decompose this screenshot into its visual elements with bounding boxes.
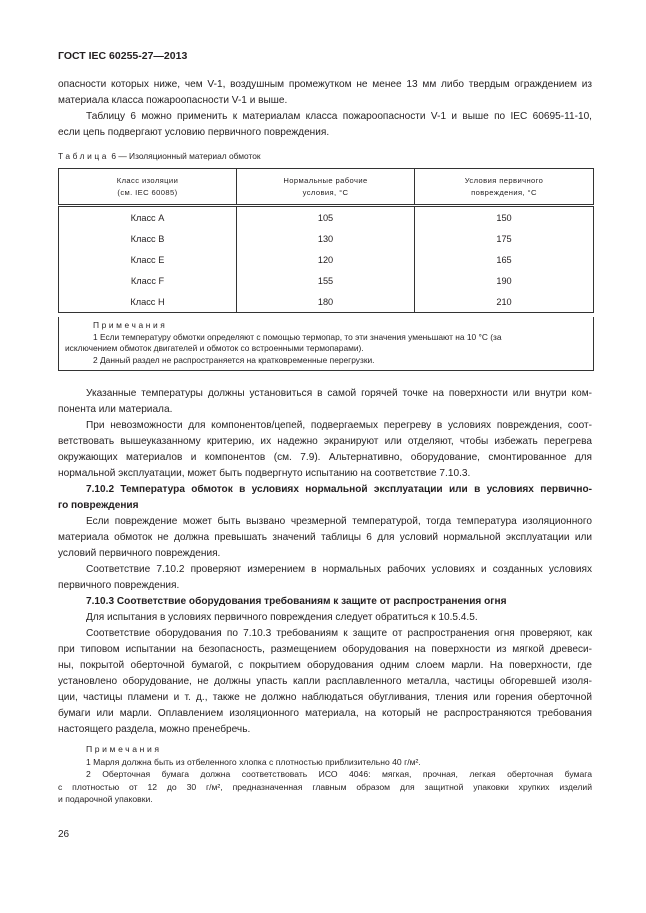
table-row: Класс H 180 210 [59,291,594,313]
notes-block: Примечания 1 Марля должна быть из отбеленного хлопка с плотностью приблизительно 40 г/м². 2 Оберточная бумага должна соответствовать ИСО 4046: мягкая, прочная, легкая оберточная бумага с плотностью от 12 до 30 г/м², предназначенная главным образом для защитной упаковки хрупких изделий и подарочной упаковки. [58,744,592,804]
page-number: 26 [58,829,70,840]
table-caption: Таблица 6 — Изоляционный материал обмоток [58,151,261,161]
document-header: ГОСТ IEC 60255-27—2013 [58,50,188,62]
table-row: Класс F 155 190 [59,270,594,291]
table-row: Класс B 130 175 [59,228,594,249]
paragraph-compliance-7-10-2: Соответствие 7.10.2 проверяют измерением в нормальных рабочих условиях и созданных условиях первичного повреждения. [58,564,592,591]
table-notes: Примечания 1 Если температуру обмотки определяют с помощью термопар, то эти значения уменьшают на 10 °С (за исключением обмоток двигателей и обмоток со встроенными термопарами). 2 Данный раздел не распространяется на кратковременные перегрузки. [58,317,594,371]
section-heading-7-10-2: 7.10.2 Температура обмоток в условиях нормальной эксплуатации или в условиях первично- го повреждения [58,484,592,511]
intro-paragraph: опасности которых ниже, чем V-1, воздушным промежутком не менее 13 мм либо твердым ограждением из материала класса пожароопасности V-1 и выше. [58,79,592,106]
table-row: Класс E 120 165 [59,249,594,270]
paragraph-winding-temperature: Если повреждение может быть вызвано чрезмерной температурой, тогда температура изоляционного материала обмоток не должна превышать значений таблицы 6 для условий нормальной эксплуатации или условий первичного повреждения. [58,516,592,559]
paragraph-temperatures: Указанные температуры должны установиться в самой горячей точке на поверхности или внутри ком- понента или материала. [58,388,592,415]
table-header-row [59,169,594,206]
table-row: Класс A 105 150 [59,206,594,229]
paragraph-test-reference: Для испытания в условиях первичного повреждения следует обратиться к 10.5.4.5. [86,612,478,623]
paragraph-fire-test: Соответствие оборудования по 7.10.3 требованиям к защите от распространения огня проверяют, как при типовом испытании на безопасность, размещением оборудования на поверхности из мягкой древеси- ны, покрытой оберточной бумагой, с покрытием оборудования одним слоем марли. На поверхности, где установлено оборудование, не должны упасть капли расплавленного металла, частицы обгоревшей изоля- ции, частицы пламени и т. д., также не должно наблюдаться обугливания, тления или горения оберточной бумаги или марли. Оплавлением изоляционного материала, на который не распространяются требования настоящего раздела, можно пренебречь. [58,628,592,735]
paragraph-shielding: При невозможности для компонентов/цепей, подвергаемых перегреву в условиях повреждения, соот- ветствовать вышеуказанному критерию, их надежно экранируют или отделяют, чтобы избежать перегрева окружающих материалов и компонентов (см. 7.9). Альтернативно, оборудование, смонтированное для нормальной эксплуатации, может быть подвергнуто испытанию на соответствие 7.10.3. [58,420,592,479]
header-fault: Условия первичного повреждения, °C [415,169,594,206]
section-heading-7-10-3: 7.10.3 Соответствие оборудования требованиям к защите от распространения огня [86,596,507,607]
header-class: Класс изоляции (см. IEC 60085) [59,169,237,206]
table6-applicability-paragraph: Таблицу 6 можно применить к материалам класса пожароопасности V-1 и выше по IEC 60695-11-10, если цепь подвергают условию первичного повреждения. [58,111,592,138]
header-normal: Нормальные рабочие условия, °C [237,169,415,206]
insulation-table [58,168,594,313]
